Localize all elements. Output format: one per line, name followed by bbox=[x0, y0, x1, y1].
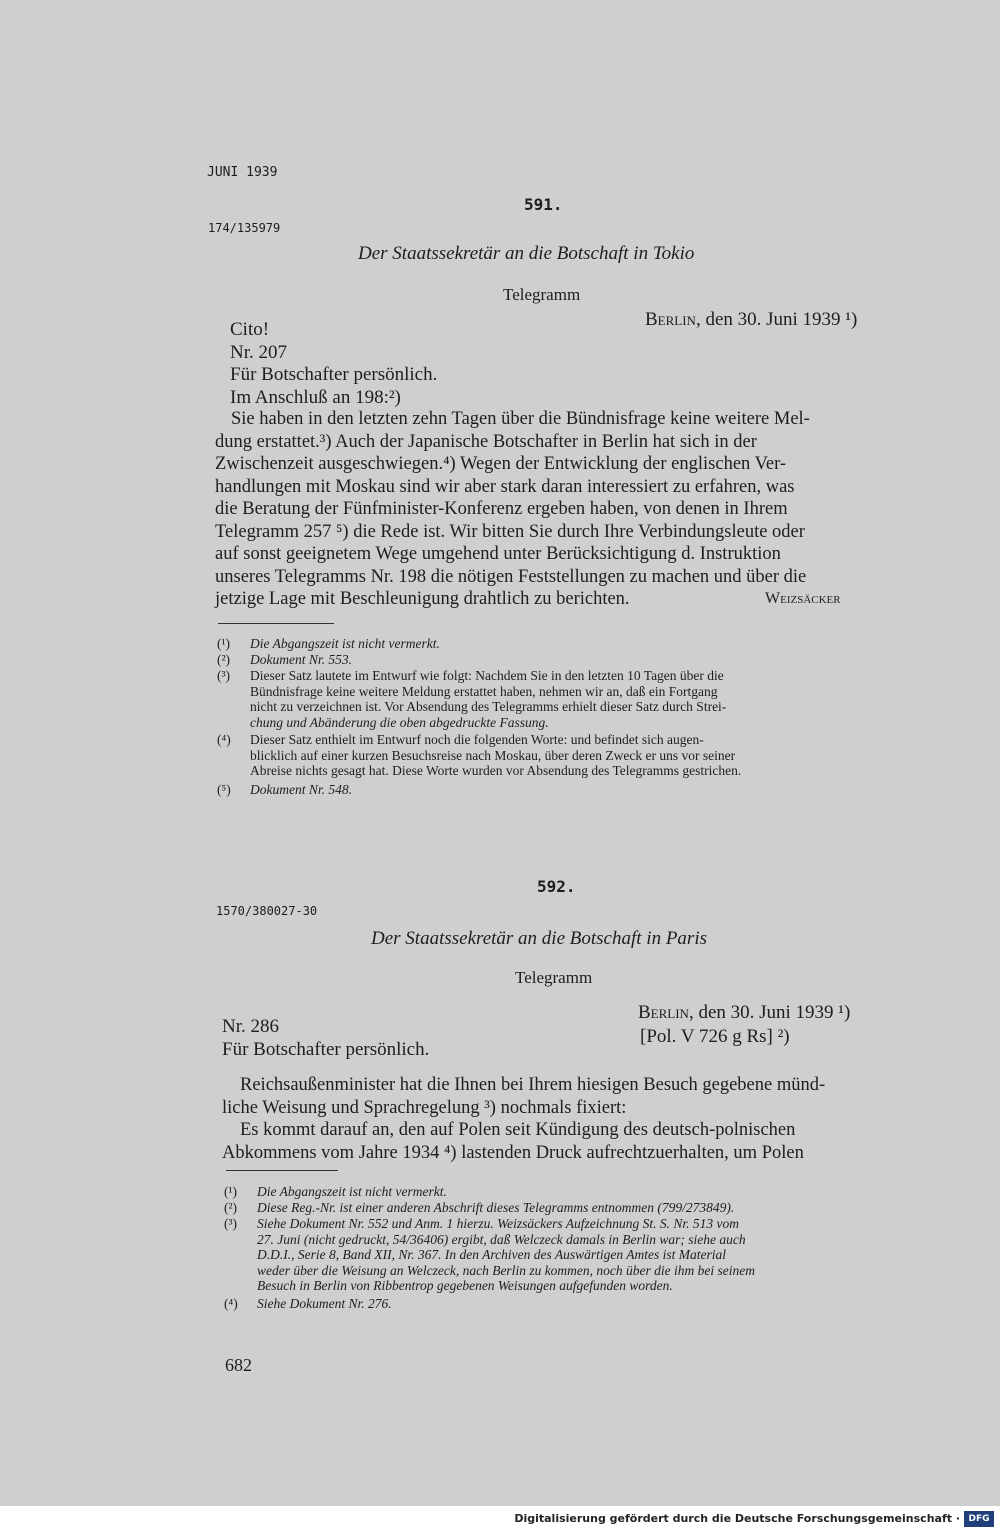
footnote-number: (³) bbox=[224, 1216, 238, 1231]
footnote-number: (³) bbox=[217, 668, 231, 683]
footnote-number: (⁴) bbox=[217, 732, 231, 747]
body-text-592 bbox=[222, 1074, 825, 1164]
body-line: Reichsaußenminister hat die Ihnen bei Ihrem hiesigen Besuch gegebene münd- bbox=[240, 1075, 826, 1095]
file-reference-591: 174/135979 bbox=[208, 221, 281, 235]
body-line: liche Weisung und Sprachregelung ³) nochmals fixiert: bbox=[222, 1097, 627, 1118]
signature-591: Weizsäcker bbox=[765, 590, 841, 607]
running-header: JUNI 1939 bbox=[207, 165, 278, 180]
dfg-logo-icon[interactable]: DFG bbox=[964, 1511, 994, 1527]
funding-credit: Digitalisierung gefördert durch die Deutsche Forschungsgemeinschaft · bbox=[514, 1512, 960, 1525]
document-number-591: 591. bbox=[524, 195, 563, 214]
body-line: handlungen mit Moskau sind wir aber stark daran interessiert zu erfahren, was bbox=[215, 476, 795, 497]
dateline-date: , den 30. Juni 1939 ¹) bbox=[688, 1002, 851, 1023]
dateline-591 bbox=[645, 309, 857, 331]
meta-line: Für Botschafter persönlich. bbox=[230, 364, 438, 385]
footnote-text: D.D.I., Serie 8, Band XII, Nr. 367. In den Archiven des Auswärtigen Amtes ist Material bbox=[257, 1247, 726, 1262]
footnote-number: (²) bbox=[224, 1200, 238, 1215]
body-line: Sie haben in den letzten zehn Tagen über die Bündnisfrage keine weitere Mel- bbox=[231, 409, 810, 429]
footnote-text: Siehe Dokument Nr. 276. bbox=[257, 1296, 392, 1311]
footnote-text: Dokument Nr. 548. bbox=[250, 782, 352, 797]
footnotes-591 bbox=[217, 636, 897, 801]
dateline-place: Berlin bbox=[638, 1002, 689, 1023]
footnote-text: 27. Juni (nicht gedruckt, 54/36406) ergibt, daß Welczeck damals in Berlin war; siehe auch bbox=[257, 1231, 746, 1247]
document-type-591: Telegramm bbox=[503, 285, 581, 304]
dateline-592 bbox=[638, 1002, 850, 1024]
footnote-text: Dokument Nr. 553. bbox=[250, 652, 352, 667]
document-title-591: Der Staatssekretär an die Botschaft in Tokio bbox=[358, 243, 695, 264]
footnote-text: chung und Abänderung die oben abgedruckte Fassung. bbox=[250, 714, 549, 730]
footnote-text: Dieser Satz enthielt im Entwurf noch die folgenden Worte: und befindet sich augen- bbox=[250, 732, 704, 747]
body-line: dung erstattet.³) Auch der Japanische Botschafter in Berlin hat sich in der bbox=[215, 431, 757, 452]
footnote-text: blicklich auf einer kurzen Besuchsreise nach Moskau, über deren Zweck er uns vor seiner bbox=[250, 747, 736, 763]
footnote-text: Die Abgangszeit ist nicht vermerkt. bbox=[250, 636, 440, 651]
body-line: Zwischenzeit ausgeschwiegen.⁴) Wegen der Entwicklung der englischen Ver- bbox=[215, 454, 787, 474]
meta-line: Nr. 286 bbox=[222, 1016, 279, 1037]
footnote-text: weder über die Weisung an Welczeck, nach Berlin zu kommen, noch über die ihm bei seinem bbox=[257, 1262, 756, 1278]
page-number: 682 bbox=[225, 1355, 252, 1375]
meta-line: Nr. 207 bbox=[230, 341, 287, 363]
document-number-592: 592. bbox=[537, 877, 576, 896]
footnote-rule-591 bbox=[218, 623, 334, 624]
footnote-text: Diese Reg.-Nr. ist einer anderen Abschrift dieses Telegramms entnommen (799/273849). bbox=[257, 1200, 735, 1215]
meta-line: Im Anschluß an 198:²) bbox=[230, 386, 401, 408]
footnote-text: nicht zu verzeichnen ist. Vor Absendung des Telegramms erhielt dieser Satz durch Strei- bbox=[250, 699, 727, 714]
footnote-text: Besuch in Berlin von Ribbentrop gegebenen Weisungen aufgefunden worden. bbox=[257, 1278, 673, 1293]
footnote-rule-592 bbox=[226, 1170, 338, 1171]
document-type-592: Telegramm bbox=[515, 968, 593, 987]
body-line: jetzige Lage mit Beschleunigung drahtlich zu berichten. bbox=[215, 589, 630, 609]
footer-bar bbox=[0, 1506, 1000, 1533]
meta-block-591 bbox=[230, 319, 437, 409]
dateline-place: Berlin bbox=[645, 309, 696, 330]
body-line: Es kommt darauf an, den auf Polen seit Kündigung des deutsch-polnischen bbox=[240, 1120, 796, 1140]
footnote-number: (²) bbox=[217, 652, 231, 667]
footnote-text: Die Abgangszeit ist nicht vermerkt. bbox=[257, 1184, 447, 1199]
footnote-text: Abreise nichts gesagt hat. Diese Worte wurden vor Absendung des Telegramms gestrichen. bbox=[250, 763, 742, 778]
meta-line: Cito! bbox=[230, 319, 270, 340]
document-title-592: Der Staatssekretär an die Botschaft in Paris bbox=[371, 928, 707, 949]
footnote-text: Bündnisfrage keine weitere Meldung erstattet haben, nehmen wir an, daß ein Fortgang bbox=[250, 683, 718, 699]
dateline-date: , den 30. Juni 1939 ¹) bbox=[695, 309, 858, 330]
footnote-number: (¹) bbox=[224, 1184, 238, 1199]
footnote-text: Siehe Dokument Nr. 552 und Anm. 1 hierzu. Weizsäckers Aufzeichnung St. S. Nr. 513 vom bbox=[257, 1216, 739, 1231]
body-line: unseres Telegramms Nr. 198 die nötigen Feststellungen zu machen und über die bbox=[215, 566, 807, 587]
footnote-text: Dieser Satz lautete im Entwurf wie folgt: Nachdem Sie in den letzten 10 Tagen über die bbox=[250, 668, 724, 683]
footnotes-592 bbox=[224, 1184, 904, 1319]
body-text-591 bbox=[215, 408, 810, 611]
pol-reference-592: [Pol. V 726 g Rs] ²) bbox=[640, 1026, 790, 1047]
file-reference-592: 1570/380027-30 bbox=[216, 904, 318, 918]
body-line: auf sonst geeignetem Wege umgehend unter Berücksichtigung d. Instruktion bbox=[215, 544, 781, 564]
footnote-number: (¹) bbox=[217, 636, 231, 651]
body-line: Abkommens vom Jahre 1934 ⁴) lastenden Druck aufrechtzuerhalten, um Polen bbox=[222, 1142, 804, 1163]
footnote-number: (⁵) bbox=[217, 782, 231, 797]
meta-line: Für Botschafter persönlich. bbox=[222, 1038, 430, 1060]
body-line: die Beratung der Fünfminister-Konferenz ergeben haben, von denen in Ihrem bbox=[215, 499, 788, 519]
body-line: Telegramm 257 ⁵) die Rede ist. Wir bitten Sie durch Ihre Verbindungsleute oder bbox=[215, 521, 805, 542]
footnote-number: (⁴) bbox=[224, 1296, 238, 1311]
meta-block-592 bbox=[222, 1016, 429, 1061]
